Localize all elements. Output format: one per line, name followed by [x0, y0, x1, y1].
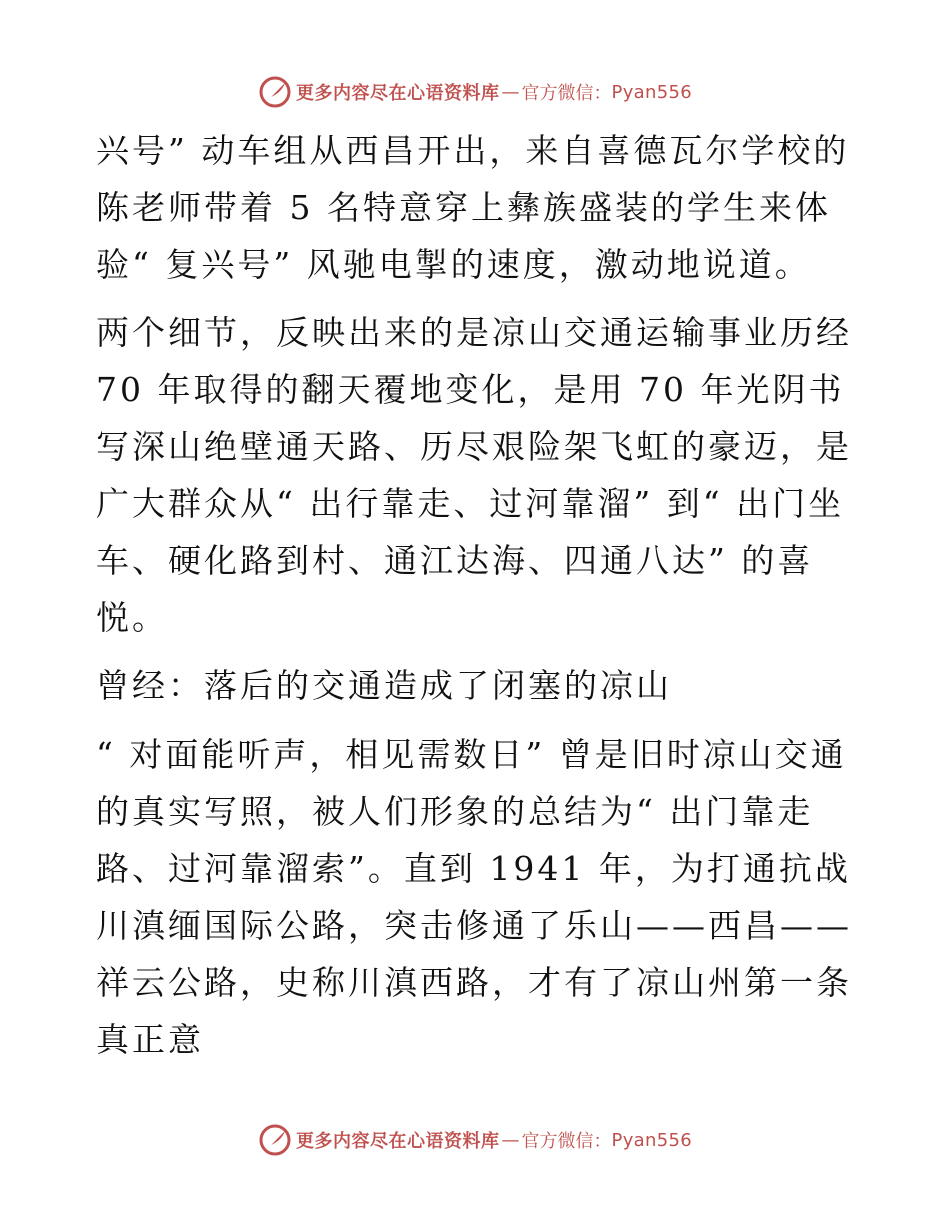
- feather-quill-logo-icon: [258, 1123, 292, 1157]
- header-wechat-id: Pyan556: [611, 81, 692, 103]
- footer-wechat-id: Pyan556: [611, 1129, 692, 1151]
- section-heading: 曾经：落后的交通造成了闭塞的凉山: [96, 666, 672, 705]
- footer-watermark-banner: [0, 1120, 950, 1160]
- feather-quill-logo-icon: [258, 75, 292, 109]
- paragraph-3: “ 对面能听声，相见需数日” 曾是旧时凉山交通的真实写照，被人们形象的总结为“ 出门靠走路、过河靠溜索”。直到 1941 年，为打通抗战川滇缅国际公路，突击修通了乐山——西昌——祥云公路，史称川滇西路，才有了凉山州第一条真正意: [96, 735, 852, 1059]
- paragraph-1: 兴号” 动车组从西昌开出，来自喜德瓦尔学校的陈老师带着 5 名特意穿上彝族盛装的学生来体验“ 复兴号” 风驰电掣的速度，激动地说道。: [96, 131, 850, 284]
- paragraph-2: 两个细节，反映出来的是凉山交通运输事业历经 70 年取得的翻天覆地变化，是用 70 年光阴书写深山绝壁通天路、历尽艰险架飞虹的豪迈，是广大群众从“ 出行靠走、过河靠溜” 到“ 出门坐车、硬化路到村、通江达海、四通八达” 的喜悦。: [96, 313, 852, 637]
- footer-wechat-label: 官方微信：: [521, 1131, 612, 1152]
- header-wechat-label: 官方微信：: [521, 83, 612, 104]
- header-watermark-banner: [0, 72, 950, 112]
- footer-dash: —: [501, 1129, 520, 1151]
- header-slogan: 更多内容尽在心语资料库: [296, 83, 500, 104]
- header-dash: —: [501, 81, 520, 103]
- footer-slogan: 更多内容尽在心语资料库: [296, 1131, 500, 1152]
- document-body: [96, 122, 856, 1068]
